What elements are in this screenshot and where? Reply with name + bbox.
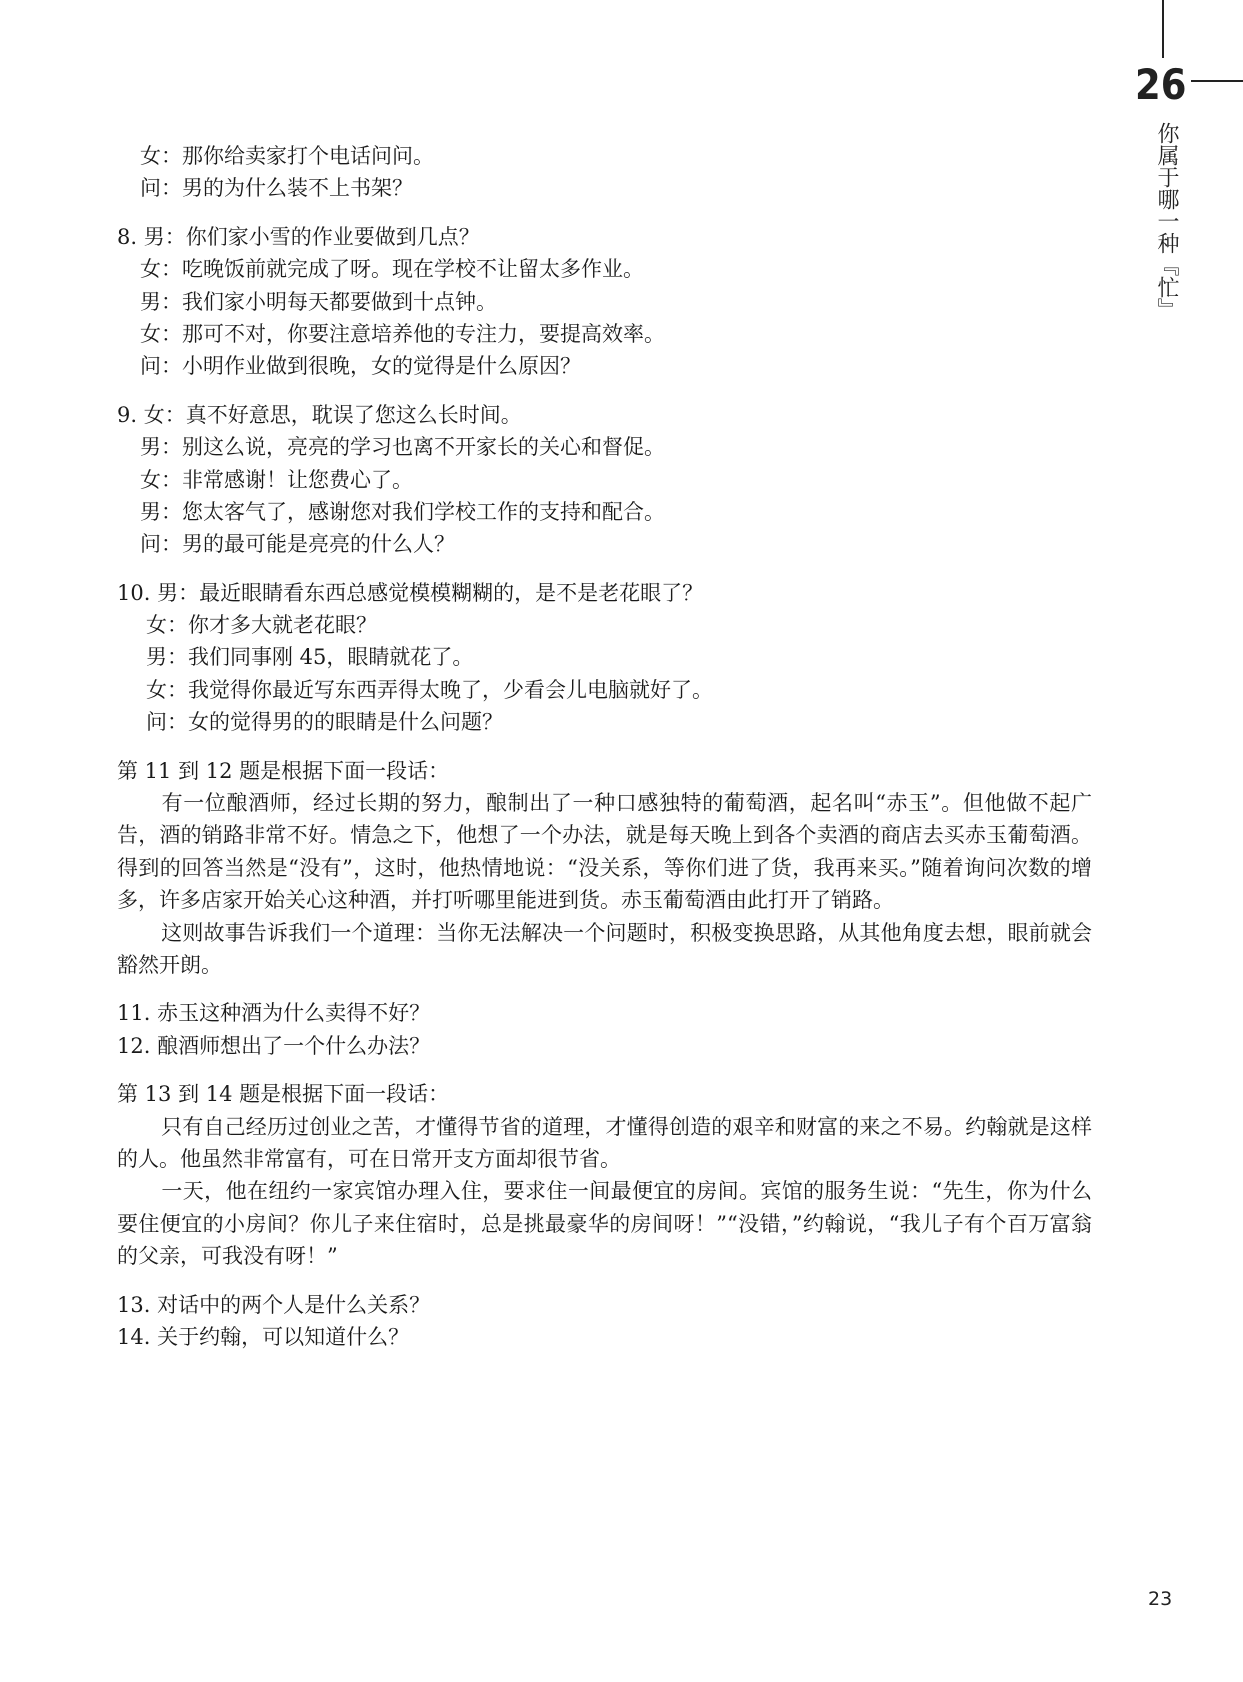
question-8-line: 8. 男：你们家小雪的作业要做到几点？	[117, 224, 480, 249]
chapter-sidebar	[1128, 0, 1243, 380]
page-number: 23	[1148, 1588, 1173, 1610]
chapter-rule	[1191, 80, 1243, 82]
section-heading-13-14: 第 13 到 14 题是根据下面一段话：	[117, 1082, 450, 1107]
dialogue-line: 女：非常感谢！让您费心了。	[140, 467, 413, 492]
dialogue-line: 男：您太客气了，感谢您对我们学校工作的支持和配合。	[140, 499, 665, 524]
question-line: 问：男的为什么装不上书架？	[140, 176, 413, 201]
dialogue-line: 女：那你给卖家打个电话问问。	[140, 144, 434, 168]
top-rule	[1162, 0, 1164, 58]
dialogue-line: 女：那可不对，你要注意培养他的专注力，要提高效率。	[140, 321, 665, 346]
dialogue-line: 女：你才多大就老花眼？	[146, 613, 377, 638]
dialogue-line: 男：别这么说，亮亮的学习也离不开家长的关心和督促。	[140, 435, 665, 460]
dialogue-line: 女：吃晚饭前就完成了呀。现在学校不让留太多作业。	[140, 257, 644, 282]
passage-paragraph: 这则故事告诉我们一个道理：当你无法解决一个问题时，积极变换思路，从其他角度去想，眼前就会豁然开朗。	[117, 920, 1092, 978]
question-14: 14. 关于约翰，可以知道什么？	[117, 1325, 410, 1350]
dialogue-line: 男：我们同事刚 45，眼睛就花了。	[146, 645, 474, 670]
section-heading-11-12: 第 11 到 12 题是根据下面一段话：	[117, 758, 450, 783]
dialogue-line: 男：我们家小明每天都要做到十点钟。	[140, 289, 497, 314]
page-content	[117, 140, 1092, 1353]
chapter-title: 你属于哪一种『忙』	[1154, 122, 1179, 320]
passage-paragraph: 只有自己经历过创业之苦，才懂得节省的道理，才懂得创造的艰辛和财富的来之不易。约翰就是这样的人。他虽然非常富有，可在日常开支方面却很节省。	[117, 1114, 1092, 1172]
question-11: 11. 赤玉这种酒为什么卖得不好？	[117, 1001, 431, 1026]
question-10-line: 10. 男：最近眼睛看东西总感觉模模糊糊的，是不是老花眼了？	[117, 580, 704, 605]
question-line: 问：女的觉得男的的眼睛是什么问题？	[146, 710, 503, 735]
dialogue-line: 女：我觉得你最近写东西弄得太晚了，少看会儿电脑就好了。	[146, 677, 713, 702]
passage-paragraph: 一天，他在纽约一家宾馆办理入住，要求住一间最便宜的房间。宾馆的服务生说：“先生，你为什么要住便宜的小房间？你儿子来住宿时，总是挑最豪华的房间呀！”“没错，”约翰说，“我儿子有个百万富翁的父亲，可我没有呀！”	[117, 1179, 1092, 1269]
question-line: 问：小明作业做到很晚，女的觉得是什么原因？	[140, 354, 581, 379]
question-12: 12. 酿酒师想出了一个什么办法？	[117, 1033, 431, 1058]
question-9-line: 9. 女：真不好意思，耽误了您这么长时间。	[117, 402, 522, 427]
chapter-number: 26	[1135, 60, 1187, 109]
question-13: 13. 对话中的两个人是什么关系？	[117, 1292, 431, 1317]
question-line: 问：男的最可能是亮亮的什么人？	[140, 532, 455, 557]
passage-paragraph: 有一位酿酒师，经过长期的努力，酿制出了一种口感独特的葡萄酒，起名叫“赤玉”。但他做不起广告，酒的销路非常不好。情急之下，他想了一个办法，就是每天晚上到各个卖酒的商店去买赤玉葡萄酒。得到的回答当然是“没有”，这时，他热情地说：“没关系，等你们进了货，我再来买。”随着询问次数的增多，许多店家开始关心这种酒，并打听哪里能进到货。赤玉葡萄酒由此打开了销路。	[117, 791, 1092, 913]
